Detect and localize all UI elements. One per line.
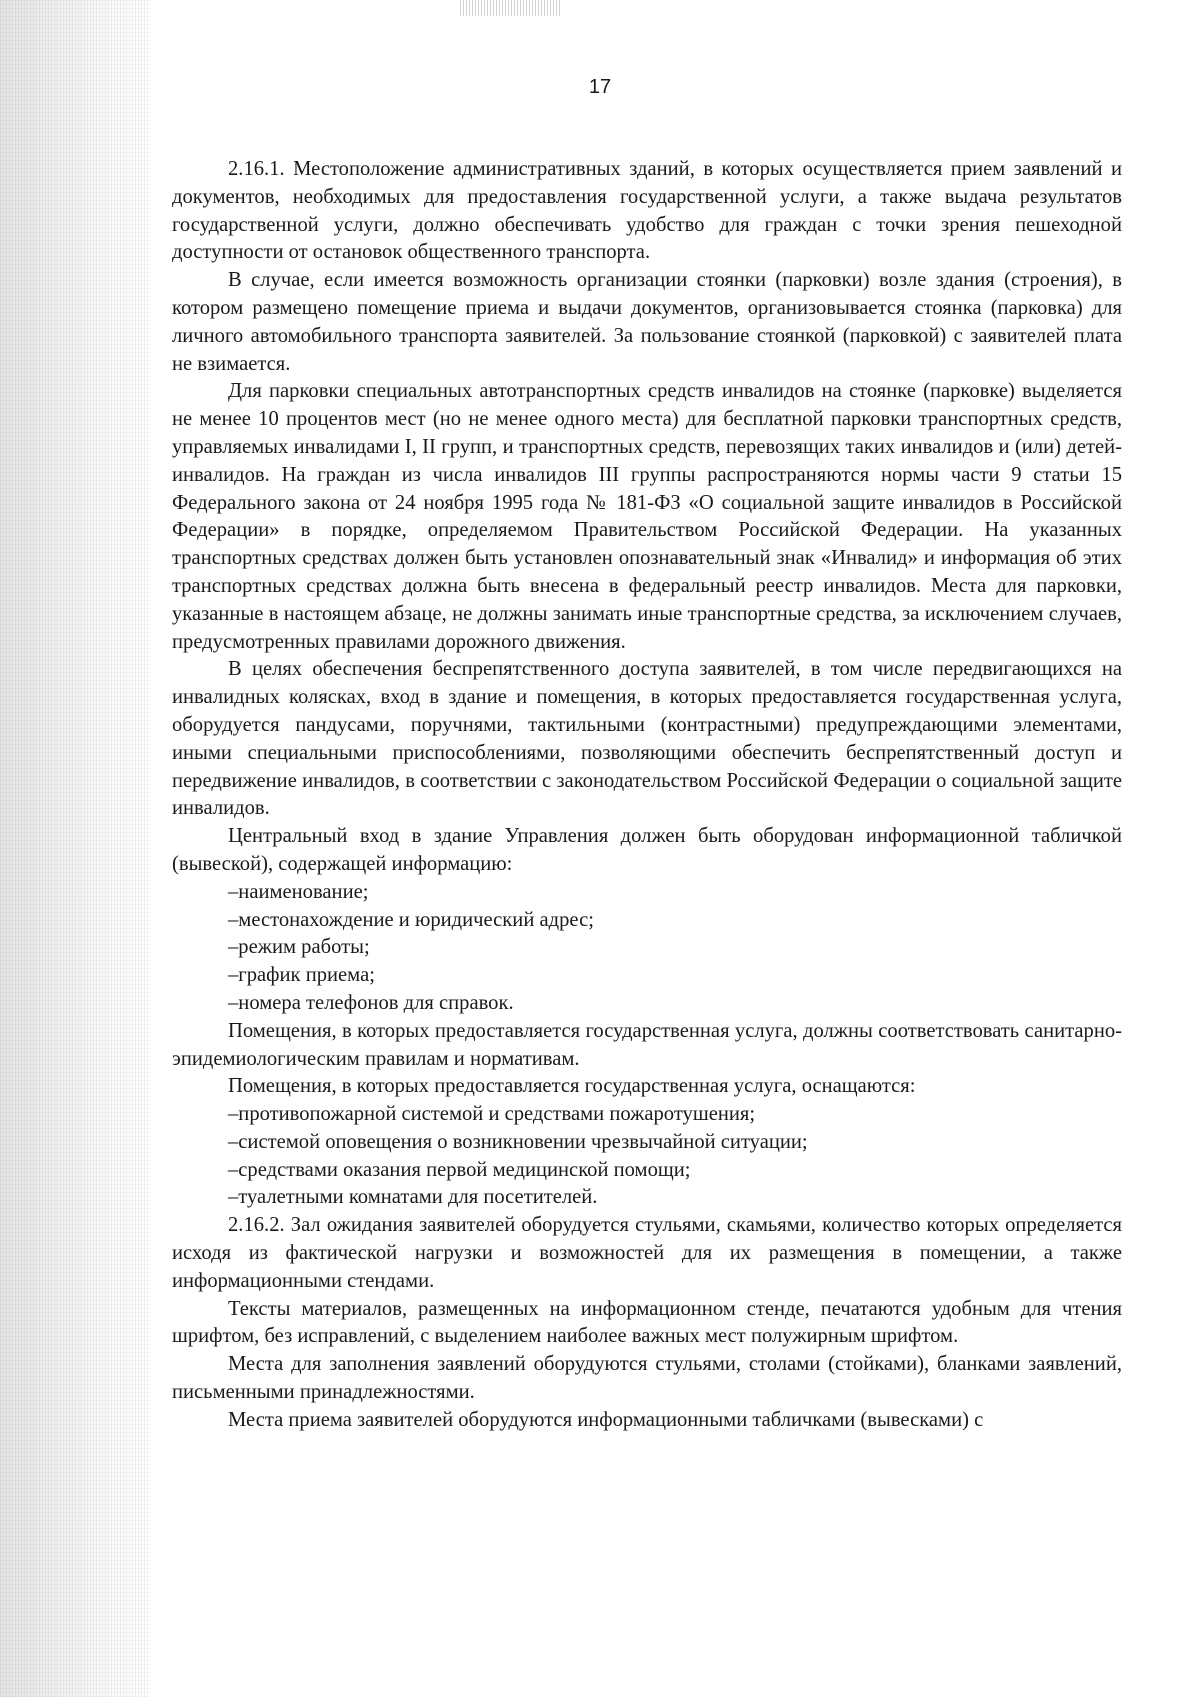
list-item: –местонахождение и юридический адрес; <box>228 908 594 931</box>
list-item: –наименование; <box>228 880 369 903</box>
page-number: 17 <box>588 76 612 98</box>
list-item: –режим работы; <box>228 936 370 959</box>
scan-noise-top <box>460 0 560 16</box>
document-body <box>172 156 1122 1435</box>
paragraph: 2.16.1. Местоположение административных зданий, в которых осуществляется прием заявлений и документов, необходимых для предоставления государственной услуги, а также выдача результатов государственной услуги, должно обеспечивать удобство для граждан с точки зрения пешеходной доступности от остановок общественного транспорта. <box>172 158 1122 264</box>
list-item: –системой оповещения о возникновении чрезвычайной ситуации; <box>228 1130 808 1153</box>
paragraph: В случае, если имеется возможность организации стоянки (парковки) возле здания (строения), в котором размещено помещение приема и выдачи документов, организовывается стоянка (парковка) для личного автомобильного транспорта заявителей. За пользование стоянкой (парковкой) с заявителей плата не взимается. <box>172 269 1122 375</box>
paragraph: Центральный вход в здание Управления должен быть оборудован информационной табличкой (вывеской), содержащей информацию: <box>172 825 1122 875</box>
paragraph: Тексты материалов, размещенных на информационном стенде, печатаются удобным для чтения шрифтом, без исправлений, с выделением наиболее важных мест полужирным шрифтом. <box>172 1297 1122 1348</box>
paragraph: Помещения, в которых предоставляется государственная услуга, оснащаются: <box>228 1075 916 1098</box>
paragraph: 2.16.2. Зал ожидания заявителей оборудуется стульями, скамьями, количество которых определяется исходя из фактической нагрузки и возможностей для их размещения в помещении, а также информационными стендами. <box>172 1214 1122 1292</box>
list-item: –противопожарной системой и средствами пожаротушения; <box>228 1103 756 1126</box>
paragraph: Места для заполнения заявлений оборудуются стульями, столами (стойками), бланками заявлений, письменными принадлежностями. <box>172 1353 1122 1404</box>
list-item: –туалетными комнатами для посетителей. <box>228 1186 598 1209</box>
paragraph: Для парковки специальных автотранспортных средств инвалидов на стоянке (парковке) выделяется не менее 10 процентов мест (но не менее одного места) для бесплатной парковки транспортных средств, управляемых инвалидами I, II групп, и транспортных средств, перевозящих таких инвалидов и (или) детей-инвалидов. На граждан из числа инвалидов III группы распространяются нормы части 9 статьи 15 Федерального закона от 24 ноября 1995 года № 181-ФЗ «О социальной защите инвалидов в Российской Федерации» в порядке, определяемом Правительством Российской Федерации. На указанных транспортных средствах должен быть установлен опознавательный знак «Инвалид» и информация об этих транспортных средствах должна быть внесена в федеральный реестр инвалидов. Места для парковки, указанные в настоящем абзаце, не должны занимать иные транспортные средства, за исключением случаев, предусмотренных правилами дорожного движения. <box>172 380 1122 653</box>
paragraph: Места приема заявителей оборудуются информационными табличками (вывесками) с <box>228 1408 984 1431</box>
list-item: –средствами оказания первой медицинской помощи; <box>228 1158 691 1181</box>
scan-noise-left <box>0 0 150 1697</box>
paragraph: В целях обеспечения беспрепятственного доступа заявителей, в том числе передвигающихся на инвалидных колясках, вход в здание и помещения, в которых предоставляется государственная услуга, оборудуется пандусами, поручнями, тактильными (контрастными) предупреждающими элементами, иными специальными приспособлениями, позволяющими обеспечить беспрепятственный доступ и передвижение инвалидов, в соответствии с законодательством Российской Федерации о социальной защите инвалидов. <box>172 658 1122 820</box>
paragraph: Помещения, в которых предоставляется государственная услуга, должны соответствовать санитарно-эпидемиологическим правилам и нормативам. <box>172 1019 1122 1070</box>
list-item: –график приема; <box>228 964 375 987</box>
list-item: –номера телефонов для справок. <box>228 991 514 1014</box>
